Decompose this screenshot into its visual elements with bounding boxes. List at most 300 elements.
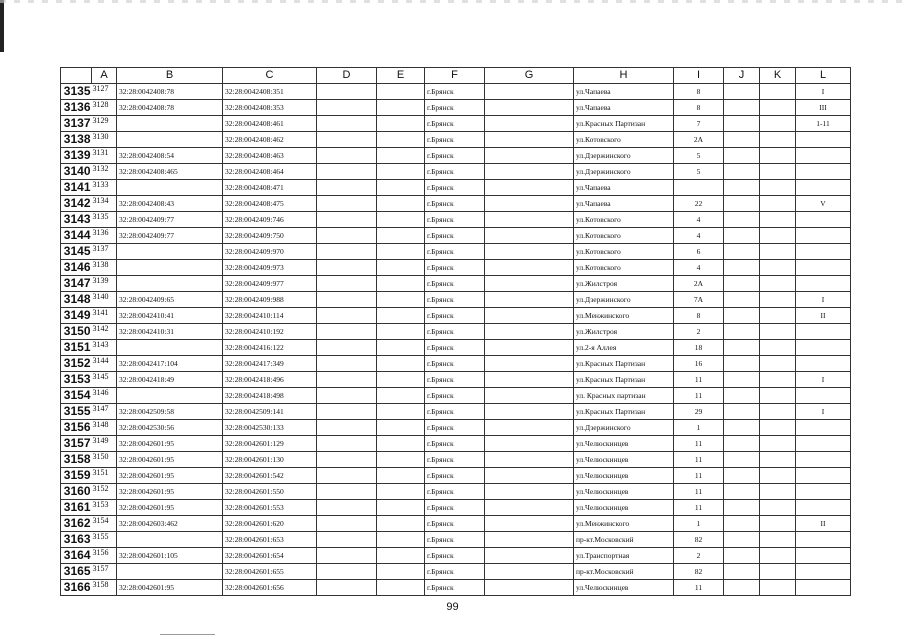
cell-c[interactable]: 32:28:0042601:130	[223, 452, 317, 468]
cell-h[interactable]: ул.2-я Аллея	[574, 340, 674, 356]
cell-e[interactable]	[377, 564, 425, 580]
cell-i[interactable]: 5	[674, 148, 724, 164]
cell-g[interactable]	[485, 436, 574, 452]
row-number[interactable]: 3149	[61, 308, 92, 324]
cell-e[interactable]	[377, 452, 425, 468]
row-number[interactable]: 3157	[61, 436, 92, 452]
cell-h[interactable]: ул.Менжинского	[574, 516, 674, 532]
cell-h[interactable]: ул.Челюскинцев	[574, 580, 674, 596]
row-number[interactable]: 3162	[61, 516, 92, 532]
cell-f[interactable]: г.Брянск	[425, 436, 485, 452]
cell-j[interactable]	[724, 196, 760, 212]
cell-e[interactable]	[377, 532, 425, 548]
column-header-f[interactable]: F	[425, 68, 485, 84]
cell-j[interactable]	[724, 372, 760, 388]
cell-h[interactable]: ул.Челюскинцев	[574, 500, 674, 516]
cell-a[interactable]: 3158	[92, 580, 117, 596]
cell-h[interactable]: ул.Чапаева	[574, 84, 674, 100]
cell-a[interactable]: 3154	[92, 516, 117, 532]
cell-k[interactable]	[760, 388, 796, 404]
cell-i[interactable]: 11	[674, 580, 724, 596]
cell-c[interactable]: 32:28:0042601:654	[223, 548, 317, 564]
cell-j[interactable]	[724, 436, 760, 452]
cell-h[interactable]: ул.Челюскинцев	[574, 468, 674, 484]
cell-f[interactable]: г.Брянск	[425, 212, 485, 228]
cell-l[interactable]: II	[796, 308, 851, 324]
cell-f[interactable]: г.Брянск	[425, 500, 485, 516]
cell-b[interactable]	[117, 564, 223, 580]
cell-g[interactable]	[485, 324, 574, 340]
cell-l[interactable]	[796, 212, 851, 228]
cell-a[interactable]: 3145	[92, 372, 117, 388]
cell-a[interactable]: 3150	[92, 452, 117, 468]
cell-g[interactable]	[485, 148, 574, 164]
cell-b[interactable]: 32:28:0042601:95	[117, 484, 223, 500]
cell-e[interactable]	[377, 164, 425, 180]
row-number[interactable]: 3148	[61, 292, 92, 308]
cell-g[interactable]	[485, 244, 574, 260]
column-header-k[interactable]: K	[760, 68, 796, 84]
cell-h[interactable]: ул.Красных Партизан	[574, 404, 674, 420]
cell-k[interactable]	[760, 244, 796, 260]
row-number[interactable]: 3139	[61, 148, 92, 164]
cell-j[interactable]	[724, 228, 760, 244]
cell-d[interactable]	[317, 244, 377, 260]
cell-a[interactable]: 3155	[92, 532, 117, 548]
cell-i[interactable]: 16	[674, 356, 724, 372]
cell-g[interactable]	[485, 260, 574, 276]
cell-e[interactable]	[377, 308, 425, 324]
cell-c[interactable]: 32:28:0042530:133	[223, 420, 317, 436]
cell-l[interactable]: V	[796, 196, 851, 212]
column-header-e[interactable]: E	[377, 68, 425, 84]
cell-b[interactable]: 32:28:0042601:95	[117, 468, 223, 484]
cell-k[interactable]	[760, 340, 796, 356]
cell-k[interactable]	[760, 484, 796, 500]
cell-e[interactable]	[377, 148, 425, 164]
cell-k[interactable]	[760, 132, 796, 148]
row-number[interactable]: 3155	[61, 404, 92, 420]
cell-f[interactable]: г.Брянск	[425, 564, 485, 580]
cell-l[interactable]	[796, 164, 851, 180]
cell-f[interactable]: г.Брянск	[425, 516, 485, 532]
cell-h[interactable]: пр-кт.Московский	[574, 532, 674, 548]
cell-d[interactable]	[317, 564, 377, 580]
cell-j[interactable]	[724, 324, 760, 340]
cell-c[interactable]: 32:28:0042409:746	[223, 212, 317, 228]
cell-j[interactable]	[724, 580, 760, 596]
cell-f[interactable]: г.Брянск	[425, 180, 485, 196]
cell-e[interactable]	[377, 212, 425, 228]
cell-g[interactable]	[485, 132, 574, 148]
cell-c[interactable]: 32:28:0042417:349	[223, 356, 317, 372]
cell-l[interactable]	[796, 468, 851, 484]
cell-j[interactable]	[724, 388, 760, 404]
cell-k[interactable]	[760, 180, 796, 196]
cell-i[interactable]: 2А	[674, 132, 724, 148]
cell-a[interactable]: 3148	[92, 420, 117, 436]
cell-i[interactable]: 2	[674, 324, 724, 340]
cell-k[interactable]	[760, 276, 796, 292]
cell-c[interactable]: 32:28:0042601:550	[223, 484, 317, 500]
cell-k[interactable]	[760, 228, 796, 244]
cell-d[interactable]	[317, 260, 377, 276]
row-number[interactable]: 3158	[61, 452, 92, 468]
cell-i[interactable]: 29	[674, 404, 724, 420]
cell-a[interactable]: 3129	[92, 116, 117, 132]
cell-j[interactable]	[724, 260, 760, 276]
cell-a[interactable]: 3127	[92, 84, 117, 100]
cell-b[interactable]: 32:28:0042417:104	[117, 356, 223, 372]
cell-i[interactable]: 4	[674, 212, 724, 228]
cell-g[interactable]	[485, 548, 574, 564]
cell-l[interactable]: 1-11	[796, 116, 851, 132]
cell-g[interactable]	[485, 308, 574, 324]
cell-k[interactable]	[760, 196, 796, 212]
cell-e[interactable]	[377, 404, 425, 420]
cell-d[interactable]	[317, 420, 377, 436]
cell-g[interactable]	[485, 372, 574, 388]
cell-j[interactable]	[724, 356, 760, 372]
cell-c[interactable]: 32:28:0042409:977	[223, 276, 317, 292]
cell-i[interactable]: 6	[674, 244, 724, 260]
cell-d[interactable]	[317, 84, 377, 100]
column-header-b[interactable]: B	[117, 68, 223, 84]
cell-c[interactable]: 32:28:0042409:973	[223, 260, 317, 276]
cell-j[interactable]	[724, 148, 760, 164]
cell-a[interactable]: 3147	[92, 404, 117, 420]
cell-a[interactable]: 3138	[92, 260, 117, 276]
row-number[interactable]: 3137	[61, 116, 92, 132]
row-number[interactable]: 3136	[61, 100, 92, 116]
cell-e[interactable]	[377, 116, 425, 132]
cell-d[interactable]	[317, 276, 377, 292]
cell-i[interactable]: 4	[674, 228, 724, 244]
cell-i[interactable]: 11	[674, 484, 724, 500]
cell-g[interactable]	[485, 388, 574, 404]
cell-c[interactable]: 32:28:0042408:353	[223, 100, 317, 116]
cell-g[interactable]	[485, 564, 574, 580]
cell-c[interactable]: 32:28:0042408:462	[223, 132, 317, 148]
cell-c[interactable]: 32:28:0042601:542	[223, 468, 317, 484]
cell-h[interactable]: ул.Красных Партизан	[574, 116, 674, 132]
cell-l[interactable]: I	[796, 404, 851, 420]
cell-g[interactable]	[485, 100, 574, 116]
cell-l[interactable]	[796, 228, 851, 244]
cell-j[interactable]	[724, 292, 760, 308]
cell-j[interactable]	[724, 452, 760, 468]
cell-l[interactable]: II	[796, 516, 851, 532]
cell-e[interactable]	[377, 340, 425, 356]
cell-f[interactable]: г.Брянск	[425, 548, 485, 564]
cell-j[interactable]	[724, 468, 760, 484]
cell-k[interactable]	[760, 468, 796, 484]
cell-e[interactable]	[377, 84, 425, 100]
cell-d[interactable]	[317, 500, 377, 516]
row-number[interactable]: 3150	[61, 324, 92, 340]
cell-k[interactable]	[760, 292, 796, 308]
cell-f[interactable]: г.Брянск	[425, 308, 485, 324]
cell-l[interactable]	[796, 356, 851, 372]
cell-l[interactable]	[796, 324, 851, 340]
cell-k[interactable]	[760, 372, 796, 388]
cell-c[interactable]: 32:28:0042509:141	[223, 404, 317, 420]
cell-d[interactable]	[317, 436, 377, 452]
cell-d[interactable]	[317, 116, 377, 132]
cell-e[interactable]	[377, 516, 425, 532]
cell-l[interactable]: I	[796, 84, 851, 100]
cell-c[interactable]: 32:28:0042601:653	[223, 532, 317, 548]
cell-h[interactable]: ул.Котовского	[574, 244, 674, 260]
cell-f[interactable]: г.Брянск	[425, 340, 485, 356]
cell-e[interactable]	[377, 548, 425, 564]
column-header-c[interactable]: C	[223, 68, 317, 84]
cell-f[interactable]: г.Брянск	[425, 164, 485, 180]
cell-g[interactable]	[485, 116, 574, 132]
cell-h[interactable]: ул. Красных партизан	[574, 388, 674, 404]
cell-h[interactable]: ул.Дзержинского	[574, 420, 674, 436]
cell-f[interactable]: г.Брянск	[425, 468, 485, 484]
row-number[interactable]: 3151	[61, 340, 92, 356]
row-number[interactable]: 3160	[61, 484, 92, 500]
cell-a[interactable]: 3132	[92, 164, 117, 180]
cell-d[interactable]	[317, 228, 377, 244]
cell-g[interactable]	[485, 180, 574, 196]
cell-a[interactable]: 3149	[92, 436, 117, 452]
cell-f[interactable]: г.Брянск	[425, 84, 485, 100]
cell-a[interactable]: 3141	[92, 308, 117, 324]
cell-c[interactable]: 32:28:0042408:475	[223, 196, 317, 212]
row-number[interactable]: 3159	[61, 468, 92, 484]
cell-j[interactable]	[724, 276, 760, 292]
cell-e[interactable]	[377, 356, 425, 372]
cell-h[interactable]: ул.Челюскинцев	[574, 436, 674, 452]
cell-l[interactable]	[796, 452, 851, 468]
cell-d[interactable]	[317, 468, 377, 484]
cell-i[interactable]: 2	[674, 548, 724, 564]
row-number[interactable]: 3166	[61, 580, 92, 596]
column-header-j[interactable]: J	[724, 68, 760, 84]
cell-c[interactable]: 32:28:0042408:461	[223, 116, 317, 132]
cell-j[interactable]	[724, 180, 760, 196]
cell-j[interactable]	[724, 548, 760, 564]
cell-l[interactable]	[796, 276, 851, 292]
cell-e[interactable]	[377, 276, 425, 292]
cell-b[interactable]	[117, 340, 223, 356]
cell-d[interactable]	[317, 340, 377, 356]
cell-k[interactable]	[760, 84, 796, 100]
cell-a[interactable]: 3143	[92, 340, 117, 356]
cell-j[interactable]	[724, 484, 760, 500]
cell-c[interactable]: 32:28:0042408:351	[223, 84, 317, 100]
cell-h[interactable]: ул.Менжинского	[574, 308, 674, 324]
cell-f[interactable]: г.Брянск	[425, 356, 485, 372]
cell-l[interactable]: III	[796, 100, 851, 116]
cell-f[interactable]: г.Брянск	[425, 196, 485, 212]
cell-k[interactable]	[760, 516, 796, 532]
row-number[interactable]: 3145	[61, 244, 92, 260]
cell-l[interactable]	[796, 420, 851, 436]
cell-h[interactable]: ул.Жилстроя	[574, 324, 674, 340]
column-header-d[interactable]: D	[317, 68, 377, 84]
cell-a[interactable]: 3131	[92, 148, 117, 164]
cell-e[interactable]	[377, 100, 425, 116]
cell-k[interactable]	[760, 564, 796, 580]
cell-b[interactable]: 32:28:0042601:95	[117, 500, 223, 516]
column-header-g[interactable]: G	[485, 68, 574, 84]
cell-l[interactable]	[796, 580, 851, 596]
cell-i[interactable]: 2А	[674, 276, 724, 292]
cell-b[interactable]: 32:28:0042603:462	[117, 516, 223, 532]
cell-d[interactable]	[317, 404, 377, 420]
cell-h[interactable]: ул.Транспортная	[574, 548, 674, 564]
cell-j[interactable]	[724, 212, 760, 228]
cell-k[interactable]	[760, 308, 796, 324]
cell-f[interactable]: г.Брянск	[425, 292, 485, 308]
cell-c[interactable]: 32:28:0042409:988	[223, 292, 317, 308]
cell-j[interactable]	[724, 420, 760, 436]
cell-j[interactable]	[724, 532, 760, 548]
cell-a[interactable]: 3153	[92, 500, 117, 516]
cell-d[interactable]	[317, 516, 377, 532]
cell-l[interactable]	[796, 484, 851, 500]
cell-c[interactable]: 32:28:0042601:129	[223, 436, 317, 452]
column-header-h[interactable]: H	[574, 68, 674, 84]
row-number[interactable]: 3135	[61, 84, 92, 100]
cell-e[interactable]	[377, 468, 425, 484]
row-number[interactable]: 3153	[61, 372, 92, 388]
cell-a[interactable]: 3136	[92, 228, 117, 244]
cell-j[interactable]	[724, 564, 760, 580]
cell-h[interactable]: ул.Котовского	[574, 212, 674, 228]
cell-i[interactable]: 8	[674, 308, 724, 324]
cell-c[interactable]: 32:28:0042408:471	[223, 180, 317, 196]
row-number[interactable]: 3163	[61, 532, 92, 548]
cell-g[interactable]	[485, 468, 574, 484]
cell-c[interactable]: 32:28:0042601:553	[223, 500, 317, 516]
cell-b[interactable]: 32:28:0042418:49	[117, 372, 223, 388]
cell-b[interactable]: 32:28:0042601:95	[117, 580, 223, 596]
cell-l[interactable]	[796, 244, 851, 260]
row-number[interactable]: 3140	[61, 164, 92, 180]
cell-d[interactable]	[317, 548, 377, 564]
cell-f[interactable]: г.Брянск	[425, 100, 485, 116]
column-header-l[interactable]: L	[796, 68, 851, 84]
cell-g[interactable]	[485, 276, 574, 292]
cell-b[interactable]: 32:28:0042409:77	[117, 212, 223, 228]
cell-j[interactable]	[724, 164, 760, 180]
cell-e[interactable]	[377, 388, 425, 404]
cell-c[interactable]: 32:28:0042416:122	[223, 340, 317, 356]
cell-g[interactable]	[485, 500, 574, 516]
cell-k[interactable]	[760, 404, 796, 420]
cell-h[interactable]: ул.Жилстроя	[574, 276, 674, 292]
cell-f[interactable]: г.Брянск	[425, 324, 485, 340]
cell-d[interactable]	[317, 148, 377, 164]
cell-l[interactable]	[796, 500, 851, 516]
cell-k[interactable]	[760, 452, 796, 468]
cell-j[interactable]	[724, 244, 760, 260]
cell-k[interactable]	[760, 580, 796, 596]
cell-d[interactable]	[317, 180, 377, 196]
cell-a[interactable]: 3140	[92, 292, 117, 308]
cell-k[interactable]	[760, 324, 796, 340]
row-number[interactable]: 3156	[61, 420, 92, 436]
cell-f[interactable]: г.Брянск	[425, 116, 485, 132]
cell-i[interactable]	[674, 180, 724, 196]
cell-c[interactable]: 32:28:0042410:114	[223, 308, 317, 324]
cell-e[interactable]	[377, 500, 425, 516]
row-number[interactable]: 3144	[61, 228, 92, 244]
cell-l[interactable]	[796, 132, 851, 148]
cell-b[interactable]	[117, 276, 223, 292]
cell-b[interactable]	[117, 388, 223, 404]
cell-j[interactable]	[724, 100, 760, 116]
cell-l[interactable]	[796, 436, 851, 452]
cell-k[interactable]	[760, 548, 796, 564]
row-number[interactable]: 3143	[61, 212, 92, 228]
cell-e[interactable]	[377, 324, 425, 340]
cell-e[interactable]	[377, 420, 425, 436]
cell-a[interactable]: 3144	[92, 356, 117, 372]
cell-d[interactable]	[317, 132, 377, 148]
cell-i[interactable]: 7	[674, 116, 724, 132]
cell-k[interactable]	[760, 260, 796, 276]
cell-h[interactable]: ул.Котовского	[574, 132, 674, 148]
cell-c[interactable]: 32:28:0042408:464	[223, 164, 317, 180]
cell-d[interactable]	[317, 324, 377, 340]
cell-f[interactable]: г.Брянск	[425, 388, 485, 404]
cell-g[interactable]	[485, 340, 574, 356]
cell-l[interactable]: I	[796, 372, 851, 388]
cell-g[interactable]	[485, 228, 574, 244]
cell-j[interactable]	[724, 132, 760, 148]
row-number[interactable]: 3147	[61, 276, 92, 292]
cell-k[interactable]	[760, 116, 796, 132]
cell-h[interactable]: ул.Котовского	[574, 228, 674, 244]
cell-h[interactable]: ул.Челюскинцев	[574, 484, 674, 500]
cell-d[interactable]	[317, 308, 377, 324]
cell-c[interactable]: 32:28:0042601:620	[223, 516, 317, 532]
cell-b[interactable]: 32:28:0042408:78	[117, 84, 223, 100]
cell-h[interactable]: ул.Красных Партизан	[574, 372, 674, 388]
cell-f[interactable]: г.Брянск	[425, 420, 485, 436]
cell-b[interactable]	[117, 132, 223, 148]
row-number[interactable]: 3141	[61, 180, 92, 196]
cell-g[interactable]	[485, 196, 574, 212]
cell-k[interactable]	[760, 212, 796, 228]
cell-e[interactable]	[377, 132, 425, 148]
cell-f[interactable]: г.Брянск	[425, 580, 485, 596]
cell-l[interactable]	[796, 180, 851, 196]
cell-a[interactable]: 3130	[92, 132, 117, 148]
cell-l[interactable]	[796, 388, 851, 404]
cell-b[interactable]: 32:28:0042601:105	[117, 548, 223, 564]
cell-k[interactable]	[760, 148, 796, 164]
cell-l[interactable]	[796, 548, 851, 564]
cell-b[interactable]: 32:28:0042408:465	[117, 164, 223, 180]
cell-l[interactable]: I	[796, 292, 851, 308]
cell-k[interactable]	[760, 356, 796, 372]
cell-b[interactable]: 32:28:0042409:65	[117, 292, 223, 308]
cell-j[interactable]	[724, 84, 760, 100]
cell-d[interactable]	[317, 100, 377, 116]
cell-g[interactable]	[485, 356, 574, 372]
cell-i[interactable]: 82	[674, 532, 724, 548]
cell-k[interactable]	[760, 164, 796, 180]
cell-h[interactable]: ул.Чапаева	[574, 100, 674, 116]
cell-a[interactable]: 3146	[92, 388, 117, 404]
